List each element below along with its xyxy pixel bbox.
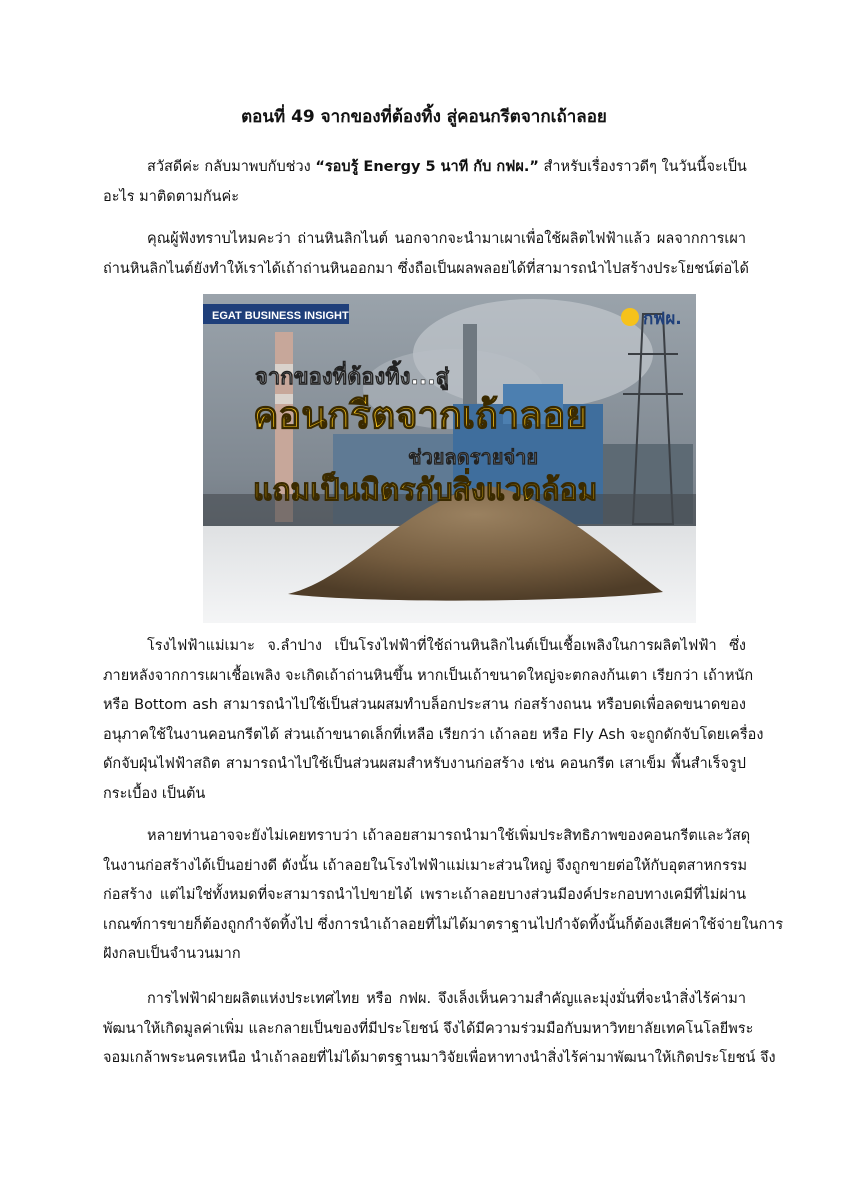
paragraph-line: คุณผู้ฟังทราบไหมคะว่า ถ่านหินลิกไนต์ นอกจากจะนำมาเผาเพื่อใช้ผลิตไฟฟ้าแล้ว ผลจากการเผา [147, 231, 746, 247]
paragraph-line: ฝังกลบเป็นจำนวนมาก [103, 946, 241, 962]
paragraph-line: โรงไฟฟ้าแม่เมาะ จ.ลำปาง เป็นโรงไฟฟ้าที่ใช้ถ่านหินลิกไนต์เป็นเชื้อเพลิงในการผลิตไฟฟ้า ซึ่ง [147, 638, 746, 654]
paragraph-line: ภายหลังจากการเผาเชื้อเพลิง จะเกิดเถ้าถ่านหินขึ้น หากเป็นเถ้าขนาดใหญ่จะตกลงก้นเตา เรียกว่า เถ้าหนัก [103, 667, 754, 684]
banner-headline-3: ช่วยลดรายจ่าย [408, 445, 539, 469]
paragraph-line: กระเบื้อง เป็นต้น [103, 785, 206, 802]
paragraph-line: ถ่านหินลิกไนต์ยังทำให้เราได้เถ้าถ่านหินออกมา ซึ่งถือเป็นผลพลอยได้ที่สามารถนำไปสร้างประโยชน์ต่อได้ [103, 260, 749, 277]
paragraph-line: หรือ Bottom ash สามารถนำไปใช้เป็นส่วนผสมทำบล็อกประสาน ก่อสร้างถนน หรือบดเพื่อลดขนาดของ [103, 697, 746, 713]
banner-headline-4: แถมเป็นมิตรกับสิ่งแวดล้อม [253, 473, 598, 508]
paragraph-lignite [103, 225, 749, 284]
paragraph-line: พัฒนาให้เกิดมูลค่าเพิ่ม และกลายเป็นของที่มีประโยชน์ จึงได้มีความร่วมมือกับมหาวิทยาลัยเทคโนโลยีพระ [103, 1020, 754, 1037]
paragraph-intro [103, 153, 746, 212]
paragraph-line: สวัสดีค่ะ กลับมาพบกับช่วง “รอบรู้ Energy 5 นาที กับ กฟผ.” สำหรับเรื่องราวดีๆ ในวันนี้จะเป็น [147, 159, 747, 175]
paragraph-egat-research [103, 985, 776, 1074]
paragraph-line: จอมเกล้าพระนครเหนือ นำเถ้าลอยที่ไม่ได้มาตรฐานมาวิจัยเพื่อหาทางนำสิ่งไร้ค่ามาพัฒนาให้เกิดประโยชน์ จึง [103, 1050, 776, 1066]
paragraph-line: เกณฑ์การขายก็ต้องถูกกำจัดทิ้งไป ซึ่งการนำเถ้าลอยที่ไม่ได้มาตราฐานไปกำจัดทิ้งนั้นก็ต้องเสียค่าใช้จ่ายในการ [103, 916, 784, 933]
paragraph-line: ก่อสร้าง แต่ไม่ใช่ทั้งหมดที่จะสามารถนำไปขายได้ เพราะเถ้าลอยบางส่วนมีองค์ประกอบทางเคมีที่ไม่ผ่าน [103, 887, 746, 903]
paragraph-line: อะไร มาติดตามกันค่ะ [103, 188, 240, 205]
paragraph-line: การไฟฟ้าฝ่ายผลิตแห่งประเทศไทย หรือ กฟผ. จึงเล็งเห็นความสำคัญและมุ่งมั่นที่จะนำสิ่งไร้ค่ามา [147, 991, 746, 1007]
program-name: “รอบรู้ Energy 5 นาที กับ กฟผ.” [315, 159, 539, 175]
page-title: ตอนที่ 49 จากของที่ต้องทิ้ง สู่คอนกรีตจากเถ้าลอย [241, 107, 607, 127]
paragraph-line: ในงานก่อสร้างได้เป็นอย่างดี ดังนั้น เถ้าลอยในโรงไฟฟ้าแม่เมาะส่วนใหญ่ จึงถูกขายต่อให้กับอุตสาหกรรม [103, 857, 748, 874]
paragraph-fly-ash-use [103, 822, 784, 970]
banner-headline-1: จากของที่ต้องทิ้ง...สู่ [255, 365, 450, 390]
paragraph-line: ดักจับฝุ่นไฟฟ้าสถิต สามารถนำไปใช้เป็นส่วนผสมสำหรับงานก่อสร้าง เช่น คอนกรีต เสาเข็ม พื้นสำเร็จรูป [103, 756, 746, 772]
egat-logo-icon [621, 308, 639, 326]
banner-logo-text: กฟผ. [643, 309, 682, 329]
banner-headline-2: คอนกรีตจากเถ้าลอย [253, 393, 588, 437]
article-banner-image [203, 294, 696, 623]
banner-tag: EGAT BUSINESS INSIGHT [212, 310, 349, 322]
paragraph-line: หลายท่านอาจจะยังไม่เคยทราบว่า เถ้าลอยสามารถนำมาใช้เพิ่มประสิทธิภาพของคอนกรีตและวัสดุ [147, 828, 751, 844]
paragraph-mae-moh [103, 632, 764, 809]
paragraph-line: อนุภาคใช้ในงานคอนกรีตได้ ส่วนเถ้าขนาดเล็กที่เหลือ เรียกว่า เถ้าลอย หรือ Fly Ash จะถูกดักจับโดยเครื่อง [103, 726, 764, 743]
